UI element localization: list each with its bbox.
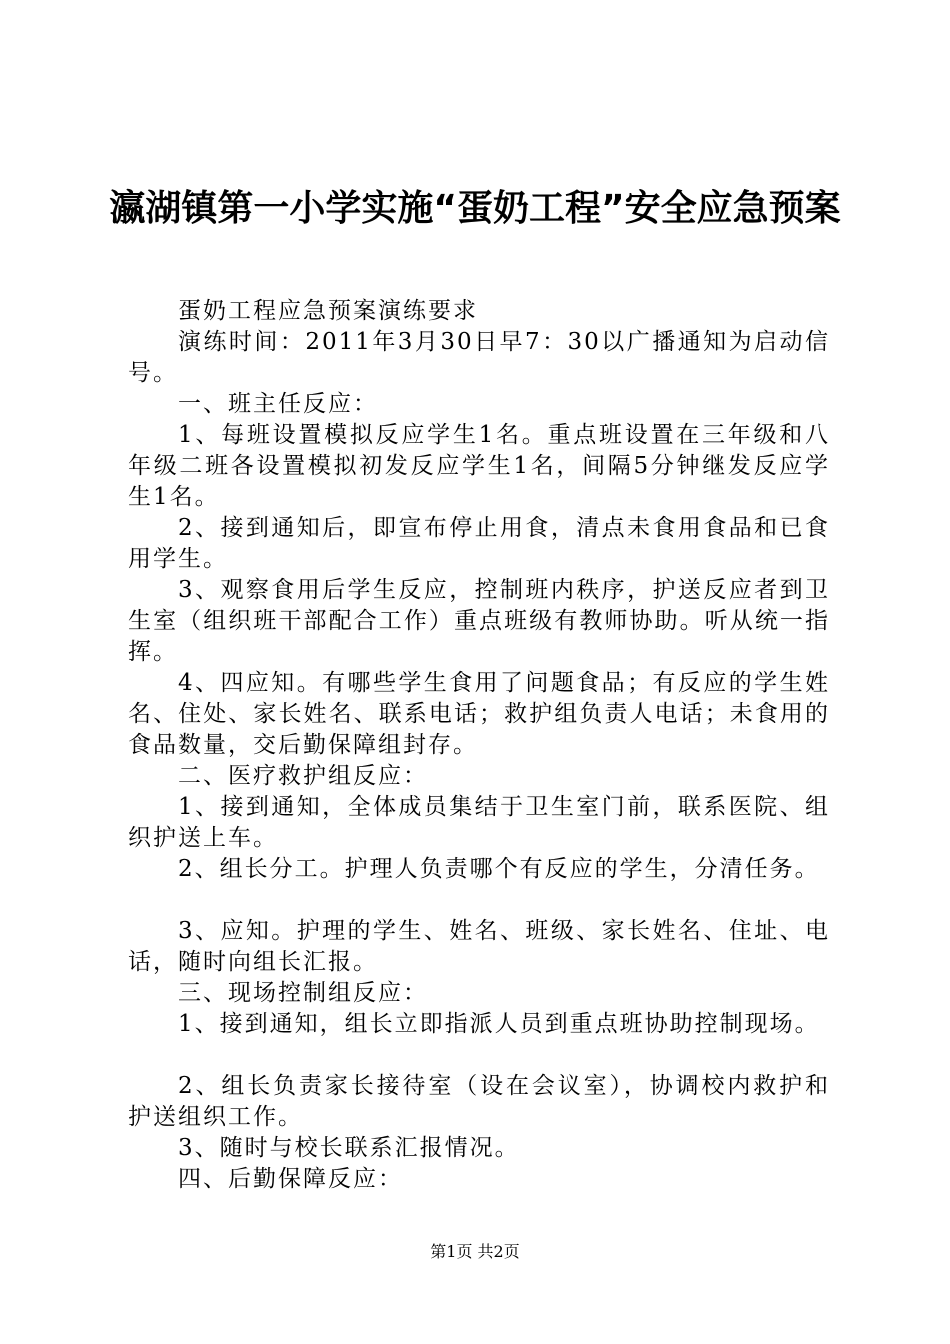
- paragraph: 2、组长分工。护理人负责哪个有反应的学生，分清任务。: [178, 856, 820, 882]
- document-title: 瀛湖镇第一小学实施“蛋奶工程”安全应急预案: [109, 188, 841, 229]
- document-body: [128, 296, 830, 1195]
- page-footer: 第1页 共2页: [430, 1242, 520, 1261]
- paragraph: 演练时间：2011年3月30日早7：30以广播通知为启动信号。: [128, 329, 830, 386]
- paragraph: 1、每班设置模拟反应学生1名。重点班设置在三年级和八年级二班各设置模拟初发反应学生1名，间隔5分钟继发反应学生1名。: [128, 422, 830, 510]
- paragraph: 1、接到通知，全体成员集结于卫生室门前，联系医院、组织护送上车。: [128, 794, 830, 851]
- section-heading: 一、班主任反应：: [178, 391, 378, 417]
- paragraph: 4、四应知。有哪些学生食用了问题食品；有反应的学生姓名、住处、家长姓名、联系电话；救护组负责人电话；未食用的食品数量，交后勤保障组封存。: [128, 670, 830, 758]
- paragraph: 2、接到通知后，即宣布停止用食，清点未食用食品和已食用学生。: [128, 515, 830, 572]
- paragraph: 3、随时与校长联系汇报情况。: [178, 1135, 520, 1161]
- section-heading: 四、后勤保障反应：: [178, 1166, 403, 1192]
- paragraph: 1、接到通知，组长立即指派人员到重点班协助控制现场。: [178, 1011, 820, 1037]
- section-heading: 三、现场控制组反应：: [178, 980, 428, 1006]
- section-heading: 二、医疗救护组反应：: [178, 763, 428, 789]
- paragraph: 蛋奶工程应急预案演练要求: [178, 298, 478, 324]
- paragraph: 2、组长负责家长接待室（设在会议室），协调校内救护和护送组织工作。: [128, 1073, 830, 1130]
- paragraph: 3、应知。护理的学生、姓名、班级、家长姓名、住址、电话，随时向组长汇报。: [128, 918, 830, 975]
- paragraph: 3、观察食用后学生反应，控制班内秩序，护送反应者到卫生室（组织班干部配合工作）重点班级有教师协助。听从统一指挥。: [128, 577, 830, 665]
